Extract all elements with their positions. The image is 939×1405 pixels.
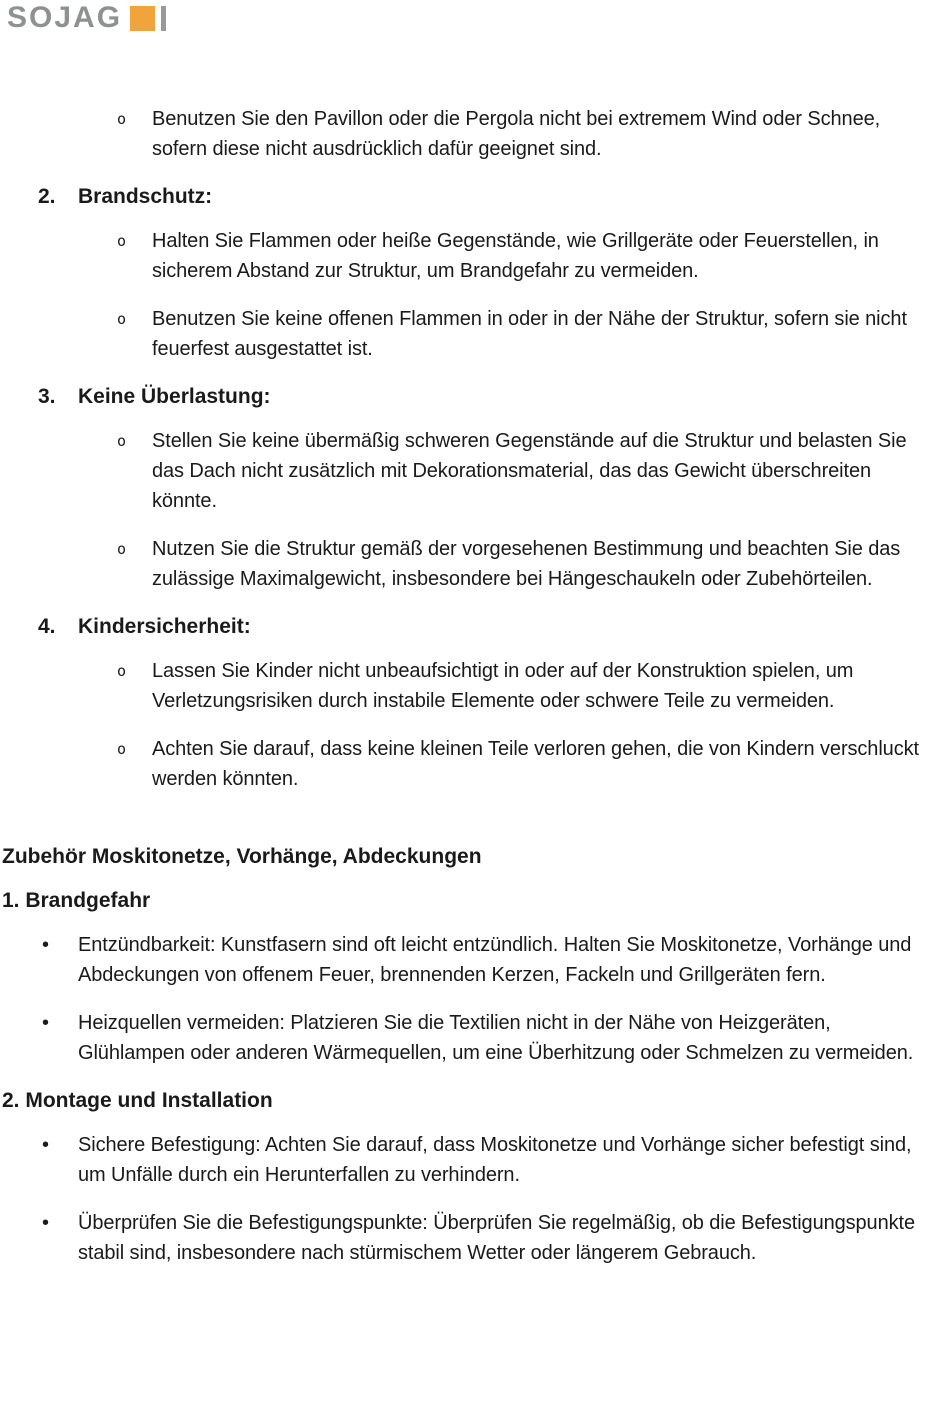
list-item: [0, 1008, 939, 1068]
list-item: [0, 426, 939, 516]
logo-wordmark: SOJAG: [7, 1, 123, 34]
list-item: [0, 930, 939, 990]
disc-bullet-marker: •: [42, 1212, 49, 1234]
bullet-text: Achten Sie darauf, dass keine kleinen Teile verloren gehen, die von Kindern verschluckt werden könnten.: [152, 738, 919, 790]
circle-bullet-marker: o: [117, 232, 126, 250]
bullet-text: Nutzen Sie die Struktur gemäß der vorgesehenen Bestimmung und beachten Sie das zulässige Maximalgewicht, insbesondere bei Hängeschaukeln oder Zubehörteilen.: [152, 538, 901, 590]
list-item: [0, 104, 939, 164]
disc-bullet-marker: •: [42, 1012, 49, 1034]
list-item: [0, 304, 939, 364]
circle-bullet-marker: o: [117, 110, 126, 128]
bullet-text: Sichere Befestigung: Achten Sie darauf, dass Moskitonetze und Vorhänge sicher befestigt sind, um Unfälle durch ein Herunterfallen zu verhindern.: [78, 1134, 912, 1186]
section-heading-zubehoer: Zubehör Moskitonetze, Vorhänge, Abdeckungen: [2, 845, 482, 868]
bullet-text: Lassen Sie Kinder nicht unbeaufsichtigt in oder auf der Konstruktion spielen, um Verletzungsrisiken durch instabile Elemente oder schwere Teile zu vermeiden.: [152, 660, 854, 712]
subsection-heading-brandgefahr: 1. Brandgefahr: [2, 889, 151, 912]
bullet-text: Halten Sie Flammen oder heiße Gegenstände, wie Grillgeräte oder Feuerstellen, in sicherem Abstand zur Struktur, um Brandgefahr zu vermeiden.: [152, 230, 879, 282]
item-title: Keine Überlastung:: [78, 385, 271, 408]
circle-bullet-marker: o: [117, 540, 126, 558]
subsection-heading-montage: 2. Montage und Installation: [2, 1089, 273, 1112]
item-number: 4.: [38, 615, 56, 638]
bullet-text: Benutzen Sie den Pavillon oder die Pergola nicht bei extremem Wind oder Schnee, sofern diese nicht ausdrücklich dafür geeignet sind.: [152, 108, 881, 160]
item-title: Kindersicherheit:: [78, 615, 251, 638]
item-number: 2.: [38, 185, 56, 208]
disc-bullet-marker: •: [42, 934, 49, 956]
circle-bullet-marker: o: [117, 310, 126, 328]
item-number: 3.: [38, 385, 56, 408]
bullet-text: Entzündbarkeit: Kunstfasern sind oft leicht entzündlich. Halten Sie Moskitonetze, Vorhänge und Abdeckungen von offenem Feuer, brennenden Kerzen, Fackeln und Grillgeräten fern.: [78, 934, 912, 986]
bullet-text: Überprüfen Sie die Befestigungspunkte: Überprüfen Sie regelmäßig, ob die Befestigungspunkte stabil sind, insbesondere nach stürmischem Wetter oder längerem Gebrauch.: [78, 1212, 915, 1264]
list-item: [0, 656, 939, 716]
list-item: [0, 534, 939, 594]
circle-bullet-marker: o: [117, 432, 126, 450]
sojag-logo: [0, 0, 939, 32]
numbered-heading-ueberlastung: [38, 382, 939, 412]
circle-bullet-marker: o: [117, 740, 126, 758]
bullet-text: Stellen Sie keine übermäßig schweren Gegenstände auf die Struktur und belasten Sie das Dach nicht zusätzlich mit Dekorationsmaterial, das das Gewicht überschreiten könnte.: [152, 430, 907, 512]
logo-orange-square-icon: [130, 6, 155, 31]
list-item: [0, 1130, 939, 1190]
bullet-text: Benutzen Sie keine offenen Flammen in oder in der Nähe der Struktur, sofern sie nicht feuerfest ausgestattet ist.: [152, 308, 907, 360]
item-title: Brandschutz:: [78, 185, 213, 208]
numbered-heading-brandschutz: [38, 182, 939, 212]
list-item: [0, 1208, 939, 1268]
logo-bar-icon: [161, 6, 166, 31]
list-item: [0, 734, 939, 794]
disc-bullet-marker: •: [42, 1134, 49, 1156]
circle-bullet-marker: o: [117, 662, 126, 680]
document-content: [0, 32, 939, 1268]
bullet-text: Heizquellen vermeiden: Platzieren Sie die Textilien nicht in der Nähe von Heizgeräten, Glühlampen oder anderen Wärmequellen, um eine Überhitzung oder Schmelzen zu vermeiden.: [78, 1012, 914, 1064]
numbered-heading-kindersicherheit: [38, 612, 939, 642]
list-item: [0, 226, 939, 286]
